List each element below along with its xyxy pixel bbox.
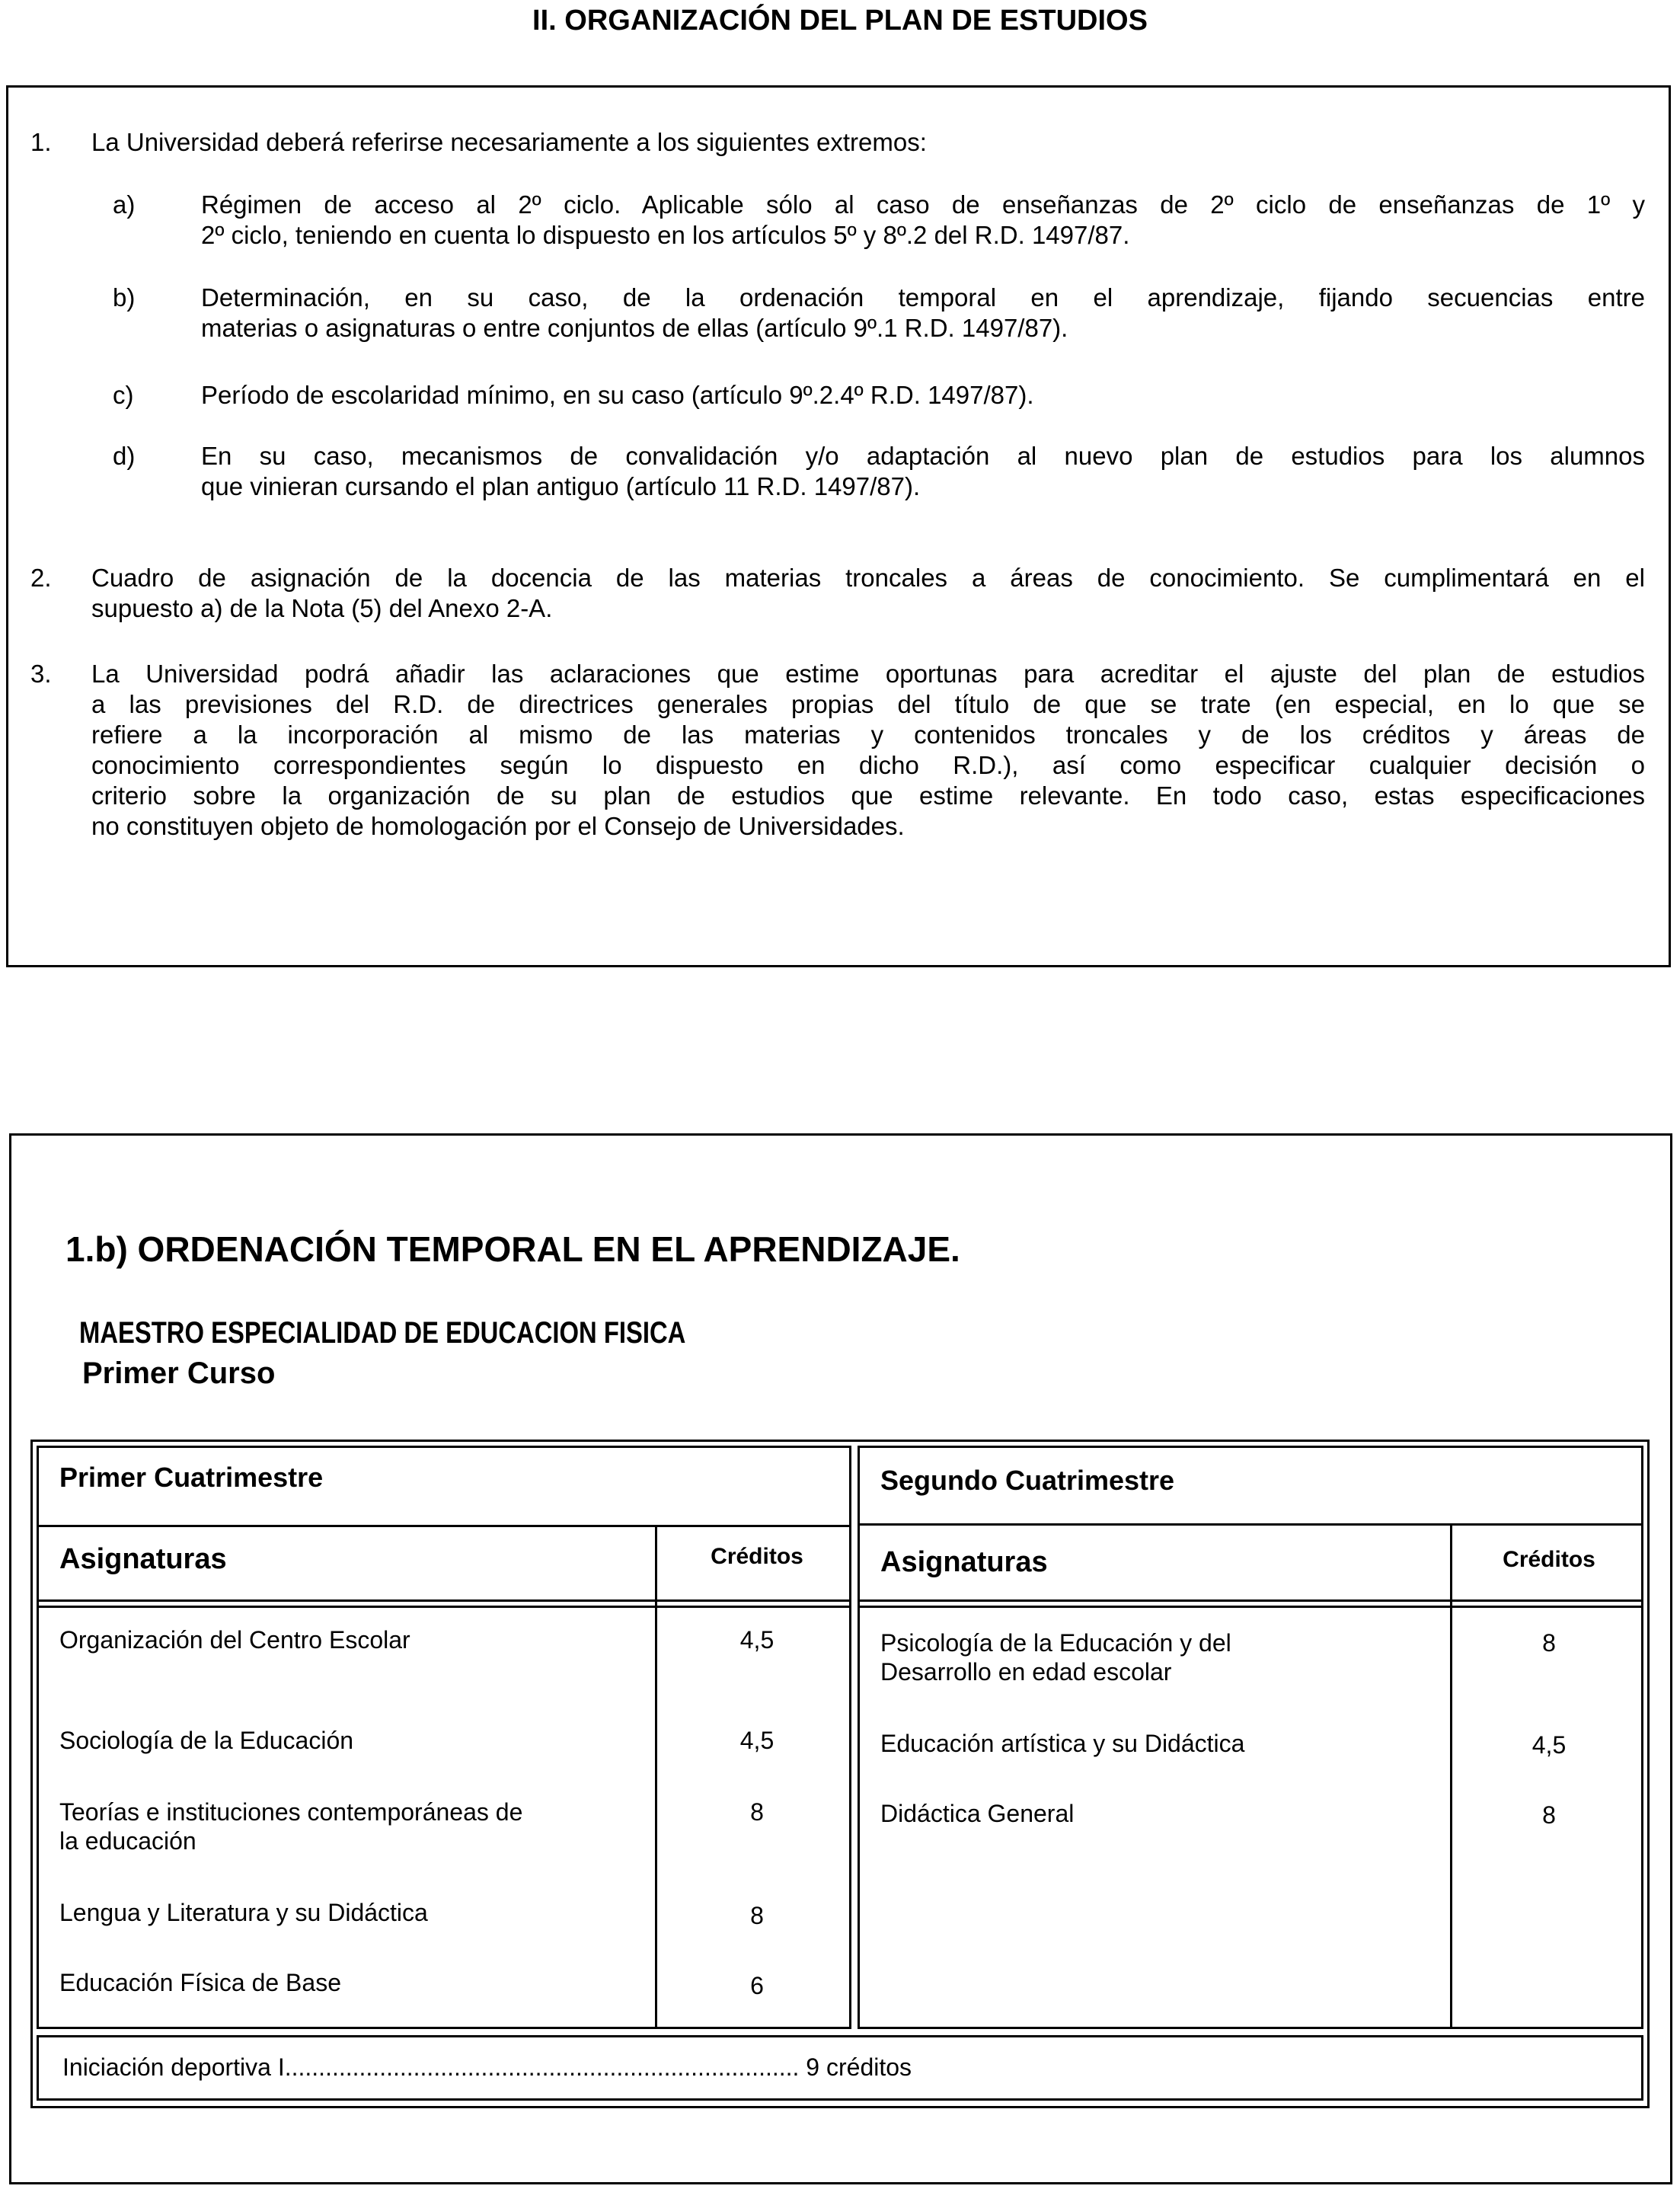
- first-term-subjects-header: Asignaturas: [59, 1543, 227, 1575]
- page-title: II. ORGANIZACIÓN DEL PLAN DE ESTUDIOS: [532, 5, 1148, 37]
- first-term-subject: Educación Física de Base: [59, 1969, 341, 1996]
- footer-text: Iniciación deportiva I............................................................................ 9 créditos: [62, 2053, 912, 2081]
- first-term-subject: Sociología de la Educación: [59, 1727, 354, 1754]
- second-term-subject: Psicología de la Educación y del: [880, 1629, 1231, 1657]
- subitem-d-line1: En su caso, mecanismos de convalidación y/o adaptación al nuevo plan de estudios para los alumnos: [201, 442, 1645, 470]
- first-term-credits: 4,5: [739, 1626, 775, 1654]
- second-term-subject: Educación artística y su Didáctica: [880, 1730, 1245, 1757]
- item-1-text: La Universidad deberá referirse necesariamente a los siguientes extremos:: [91, 128, 927, 156]
- second-term-credits: 8: [1542, 1629, 1556, 1657]
- item-2-line2: supuesto a) de la Nota (5) del Anexo 2-A.: [91, 594, 553, 622]
- divider: [37, 1606, 851, 1608]
- first-term-credits: 8: [750, 1902, 764, 1929]
- subitem-d-line2: que vinieran cursando el plan antiguo (artículo 11 R.D. 1497/87).: [201, 472, 921, 500]
- subitem-a-line2: 2º ciclo, teniendo en cuenta lo dispuesto en los artículos 5º y 8º.2 del R.D. 1497/87.: [201, 221, 1130, 249]
- divider: [37, 1525, 851, 1527]
- subitem-c-line1: Período de escolaridad mínimo, en su caso (artículo 9º.2.4º R.D. 1497/87).: [201, 381, 1034, 409]
- first-term-credits: 6: [750, 1972, 764, 1999]
- divider: [655, 1525, 657, 2029]
- item-3-line: no constituyen objeto de homologación por el Consejo de Universidades.: [91, 812, 905, 840]
- first-term-credits: 4,5: [739, 1727, 775, 1754]
- second-term-credits: 4,5: [1531, 1731, 1567, 1759]
- item-3-line: a las previsiones del R.D. de directrices generales propias del título de que se trate (en especial, en lo que se: [91, 690, 1645, 718]
- item-2-number: 2.: [30, 564, 52, 592]
- second-term-heading: Segundo Cuatrimestre: [880, 1465, 1175, 1496]
- second-term-subject: Didáctica General: [880, 1800, 1075, 1827]
- second-term-credits: 8: [1542, 1801, 1556, 1829]
- divider: [858, 1599, 1643, 1602]
- course-title: Primer Curso: [82, 1357, 276, 1390]
- section-title: 1.b) ORDENACIÓN TEMPORAL EN EL APRENDIZAJE.: [65, 1229, 960, 1269]
- second-term-subjects-header: Asignaturas: [880, 1546, 1048, 1578]
- first-term-subject-cont: la educación: [59, 1827, 196, 1855]
- subitem-b-label: b): [113, 283, 136, 312]
- divider: [858, 1523, 1643, 1526]
- second-term-credits-header: Créditos: [1503, 1547, 1595, 1572]
- first-term-heading: Primer Cuatrimestre: [59, 1462, 324, 1493]
- divider: [37, 1599, 851, 1602]
- second-term-subject-cont: Desarrollo en edad escolar: [880, 1658, 1172, 1686]
- subitem-a-label: a): [113, 190, 136, 219]
- first-term-credits: 8: [750, 1798, 764, 1826]
- divider: [1450, 1523, 1452, 2029]
- subitem-a-line1: Régimen de acceso al 2º ciclo. Aplicable sólo al caso de enseñanzas de 2º ciclo de enseñanzas de 1º y: [201, 190, 1645, 219]
- divider: [858, 1606, 1643, 1608]
- first-term-subject: Lengua y Literatura y su Didáctica: [59, 1899, 428, 1926]
- first-term-subject: Organización del Centro Escolar: [59, 1626, 410, 1654]
- subitem-b-line2: materias o asignaturas o entre conjuntos de ellas (artículo 9º.1 R.D. 1497/87).: [201, 314, 1068, 342]
- first-term-subject: Teorías e instituciones contemporáneas de: [59, 1798, 523, 1826]
- item-3-number: 3.: [30, 660, 52, 688]
- item-1-number: 1.: [30, 128, 52, 156]
- item-3-line: conocimiento correspondientes según lo dispuesto en dicho R.D.), así como especificar cualquier decisión o: [91, 751, 1645, 779]
- specialty-title: MAESTRO ESPECIALIDAD DE EDUCACION FISICA: [79, 1316, 686, 1350]
- subitem-c-label: c): [113, 381, 134, 409]
- subitem-d-label: d): [113, 442, 136, 470]
- item-3-line: criterio sobre la organización de su plan de estudios que estime relevante. En todo caso, estas especificaciones: [91, 781, 1645, 810]
- item-2-line1: Cuadro de asignación de la docencia de las materias troncales a áreas de conocimiento. Se cumplimentará en el: [91, 564, 1645, 592]
- item-3-line: La Universidad podrá añadir las aclaraciones que estime oportunas para acreditar el ajuste del plan de estudios: [91, 660, 1645, 688]
- subitem-b-line1: Determinación, en su caso, de la ordenación temporal en el aprendizaje, fijando secuencias entre: [201, 283, 1645, 312]
- first-term-credits-header: Créditos: [711, 1544, 803, 1569]
- item-3-line: refiere a la incorporación al mismo de las materias y contenidos troncales y de los créditos y áreas de: [91, 721, 1645, 749]
